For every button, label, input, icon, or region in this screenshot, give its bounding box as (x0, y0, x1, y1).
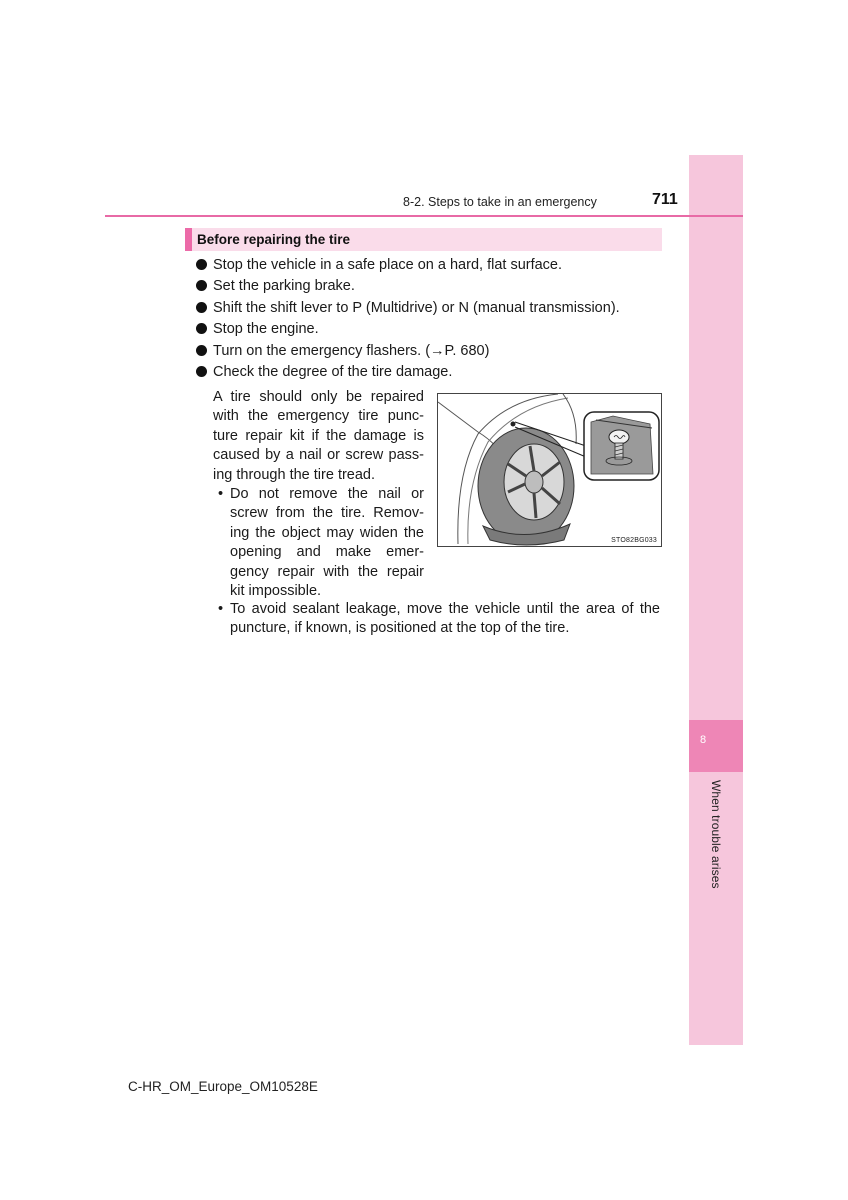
text-line: Do not remove the nail or (230, 486, 424, 503)
list-item (196, 342, 620, 363)
bullet-dot-icon (196, 345, 207, 356)
list-item (196, 320, 620, 341)
list-item-text: Stop the engine. (213, 321, 319, 338)
page-number: 711 (652, 191, 678, 208)
intro-paragraph (213, 388, 424, 485)
text-line: caused by a nail or screw pass- (213, 447, 424, 464)
text-line: with the emergency tire punc- (213, 408, 424, 425)
damage-explanation (213, 388, 424, 601)
chapter-side-tab (689, 155, 743, 1045)
document-code: C-HR_OM_Europe_OM10528E (128, 1079, 318, 1094)
text-line: ing the object may widen the (230, 524, 424, 541)
chapter-number: 8 (699, 734, 707, 746)
bullet-dot-icon (196, 366, 207, 377)
text-line: A tire should only be repaired (213, 389, 424, 405)
figure-code: STO82BG033 (611, 537, 657, 544)
list-item-text[interactable]: Turn on the emergency flashers. (→P. 680) (213, 342, 490, 359)
sub-bullet-sealant (213, 600, 660, 639)
list-item-text: Stop the vehicle in a safe place on a hard, flat surface. (213, 257, 563, 273)
text-line: puncture, if known, is positioned at the top of the tire. (230, 620, 570, 637)
text-line: screw from the tire. Remov- (230, 505, 424, 522)
bullet-dot-icon (196, 259, 207, 270)
text-line: To avoid sealant leakage, move the vehicle until the area of the (230, 601, 660, 617)
bullet-dot-icon (196, 280, 207, 291)
bullet-dot-icon (196, 323, 207, 334)
sub-bullet-mark: • (218, 486, 224, 503)
flat-tire-drawing (438, 394, 661, 546)
text-line: gency repair with the repair (230, 563, 424, 580)
subheading-title: Before repairing the tire (197, 232, 351, 247)
subheading-box (185, 228, 662, 251)
subheading-accent-bar (185, 228, 192, 251)
chapter-title: When trouble arises (709, 780, 723, 889)
checklist (196, 256, 620, 384)
list-item-text: Check the degree of the tire damage. (213, 363, 453, 380)
text-line: kit impossible. (230, 583, 322, 600)
header-rule (105, 215, 743, 217)
tire-damage-illustration (437, 393, 662, 547)
list-item-text: Set the parking brake. (213, 278, 355, 295)
sub-bullet-do-not-remove (213, 485, 424, 601)
list-item-text: Shift the shift lever to P (Multidrive) or N (manual transmission). (213, 299, 620, 316)
text-line: ing through the tire tread. (213, 466, 376, 483)
list-item (196, 256, 620, 277)
text-line: ture repair kit if the damage is (213, 427, 424, 444)
list-item (196, 277, 620, 298)
section-title: 8-2. Steps to take in an emergency (403, 195, 597, 209)
text-line: opening and make emer- (230, 544, 424, 561)
list-item (196, 299, 620, 320)
bullet-dot-icon (196, 302, 207, 313)
chapter-tab-active[interactable] (689, 720, 743, 772)
sub-bullet-mark: • (218, 601, 224, 617)
list-item (196, 363, 620, 384)
